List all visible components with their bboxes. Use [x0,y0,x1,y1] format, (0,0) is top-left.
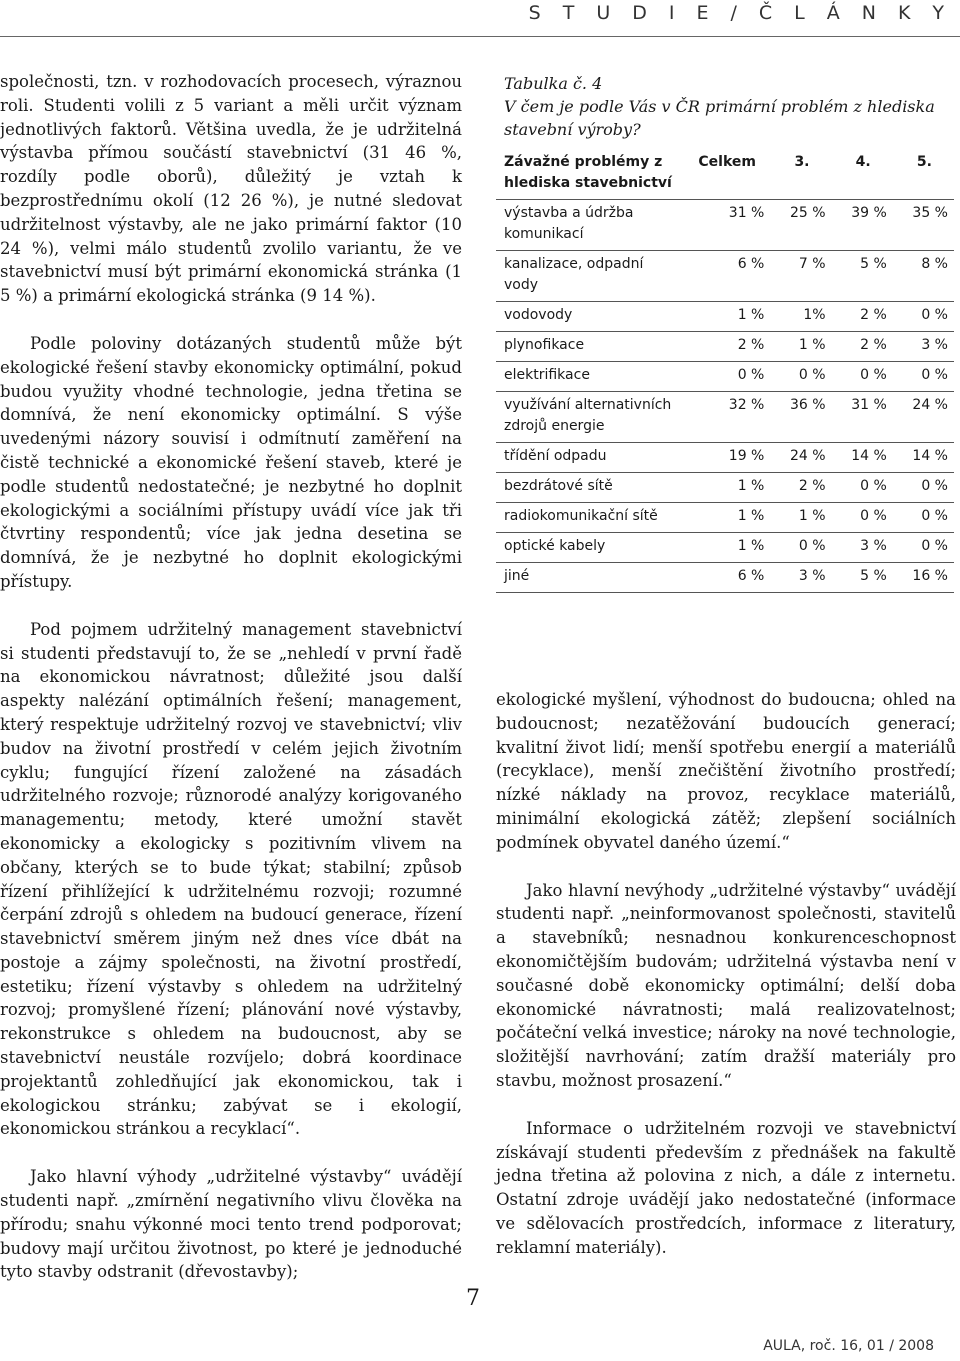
row-value: 0 % [770,362,831,392]
row-value: 3 % [770,563,831,593]
row-value: 1 % [770,332,831,362]
table-row [496,392,954,443]
table-number: Tabulka č. 4 [504,74,603,93]
table-row [496,563,954,593]
row-value: 0 % [893,362,954,392]
survey-table [496,144,954,593]
row-label: elektrifikace [496,362,682,392]
row-value: 0 % [893,473,954,503]
row-label: radiokomunikační sítě [496,503,682,533]
row-value: 1 % [682,533,770,563]
row-value: 31 % [832,392,893,443]
row-value: 8 % [893,251,954,302]
header-rule [0,36,960,37]
row-value: 24 % [893,392,954,443]
row-label: třídění odpadu [496,443,682,473]
row-value: 0 % [893,302,954,332]
table-row [496,302,954,332]
table-row [496,362,954,392]
table-row [496,443,954,473]
row-value: 3 % [832,533,893,563]
paragraph: Jako hlavní výhody „udržitelné výstavby“ uvádějí studenti např. „zmírnění negativního vlivu člověka na přírodu; snahu výkonné moci tento trend podporovat; budovy mají určitou životnost, po které je jednoduché tyto stavby odstranit (dřevostavby); [0,1167,462,1282]
row-value: 0 % [893,503,954,533]
row-value: 19 % [682,443,770,473]
row-value: 32 % [682,392,770,443]
row-value: 35 % [893,200,954,251]
row-value: 0 % [682,362,770,392]
row-value: 0 % [893,533,954,563]
row-value: 31 % [682,200,770,251]
row-value: 7 % [770,251,831,302]
row-label: kanalizace, odpadní vody [496,251,682,302]
row-value: 36 % [770,392,831,443]
row-value: 3 % [893,332,954,362]
row-label: optické kabely [496,533,682,563]
row-label: vodovody [496,302,682,332]
table-question: V čem je podle Vás v ČR primární problém z hlediska stavební výroby? [504,97,935,139]
row-value: 1 % [770,503,831,533]
row-value: 6 % [682,251,770,302]
table-header-row [496,144,954,200]
header-category: Závažné problémy z hlediska stavebnictví [496,144,682,200]
row-value: 25 % [770,200,831,251]
section-header: S T U D I E / Č L Á N K Y [528,2,952,24]
paragraph: Podle poloviny dotázaných studentů může být ekologické řešení stavby ekonomicky optimální, pokud budou využity vhodné technologie, jedna třetina se domnívá, že není ekonomicky optimální. S výše uvedenými názory souvisí i odmítnutí zaměření na čistě technické a ekonomické řešení staveb, které je podle studentů nedostatečné; je nezbytné ho doplnit ekologickými a sociálními přístupy uvádí více jak tři čtvrtiny respondentů; více jak jedna desetina se domnívá, že je nezbytné ho doplnit ekologickými přístupy. [0,333,462,591]
row-value: 0 % [832,503,893,533]
header-year-4: 4. [832,144,893,200]
row-value: 16 % [893,563,954,593]
table-row [496,332,954,362]
row-value: 0 % [832,362,893,392]
paragraph: Informace o udržitelném rozvoji ve stavebnictví získávají studenti především z přednášek na fakultě jedna třetina až polovina z nich, a dále z internetu. Ostatní zdroje uvádějí jako nedostatečné (informace ve sdělovacích prostředcích, informace z literatury, reklamní materiály). [496,1118,956,1257]
row-value: 0 % [832,473,893,503]
left-column [0,70,462,1308]
table-row [496,251,954,302]
row-label: výstavba a údržba komunikací [496,200,682,251]
header-year-3: 3. [770,144,831,200]
row-label: plynofikace [496,332,682,362]
paragraph: Pod pojmem udržitelný management stavebnictví si studenti představují to, že se „nehledí v první řadě na ekonomickou návratnost; důležité jsou další aspekty nalézání optimálních řešení; management, který respektuje udržitelný rozvoj ve stavebnictví; vliv budov na životní prostředí v celém jejich životním cyklu; fungující řízení založené na zásadách udržitelného rozvoje; různorodé analýzy korigovaného managementu; metody, které umožní stavět ekonomicky a ekologicky s pozitivním vlivem na občany, kterých se to bude týkat; stabilní; způsob řízení přihlížející k udržitelnému rozvoji; rozumné čerpání zdrojů s ohledem na budoucí generace, řízení stavebnictví směrem jiným než dnes více dbát na postoje a zájmy společnosti, na životní prostředí, estetiku; řízení výstavby s ohledem na udržitelný rozvoj; promyšlené řízení; plánování nové výstavby, rekonstrukce s ohledem na budoucnost, aby se stavebnictví neustále rozvíjelo; dobrá koordinace projektantů zohledňující jak ekonomickou, tak i ekologickou stránku; zabývat se i ekologií, ekonomickou stránkou a recyklací“. [0,619,462,1139]
row-value: 6 % [682,563,770,593]
row-value: 1 % [682,503,770,533]
paragraph: Jako hlavní nevýhody „udržitelné výstavby“ uvádějí studenti např. „neinformovanost společnosti, stavitelů a stavebníků; nesnadnou konkurenceschopnost ekonomičtějším budovám; udržitelná výstavba není v současné době ekonomicky optimální; delší doba ekonomické návratnosti; malá realizovatelnost; počáteční velká investice; nároky na nové technologie, složitější navrhování; zatím dražší materiály pro stavbu, možnost prosazení.“ [496,880,956,1090]
row-value: 14 % [893,443,954,473]
row-label: využívání alternativních zdrojů energie [496,392,682,443]
paragraph: ekologické myšlení, výhodnost do budoucna; ohled na budoucnost; nezatěžování budoucích generací; kvalitní život lidí; menší spotřebu energií a materiálů (recyklace), menší znečištění životního prostředí; nízké náklady na provoz, recyklace materiálů, minimální ekologická zátěž; zlepšení sociálních podmínek obyvatel daného území.“ [496,690,956,852]
page-number: 7 [466,1286,480,1311]
table-row [496,533,954,563]
table-row [496,200,954,251]
header-total: Celkem [682,144,770,200]
row-value: 2 % [832,332,893,362]
row-value: 24 % [770,443,831,473]
table-row [496,473,954,503]
journal-footer: AULA, roč. 16, 01 / 2008 [763,1338,934,1354]
table-row [496,503,954,533]
table-caption [504,72,954,141]
row-value: 14 % [832,443,893,473]
row-value: 39 % [832,200,893,251]
row-value: 0 % [770,533,831,563]
row-label: bezdrátové sítě [496,473,682,503]
row-value: 5 % [832,563,893,593]
row-value: 1 % [682,473,770,503]
header-year-5: 5. [893,144,954,200]
right-column [496,688,956,1284]
row-value: 5 % [832,251,893,302]
row-label: jiné [496,563,682,593]
paragraph: společnosti, tzn. v rozhodovacích procesech, výraznou roli. Studenti volili z 5 variant a měli určit význam jednotlivých faktorů. Většina uvedla, že je udržitelná výstavba přímou součástí stavebnictví (31 46 %, rozdíly podle oborů), důležitý je vztah k bezprostřednímu okolí (12 26 %), je nutné sledovat udržitelnost výstavby, ale ne jako primární faktor (10 24 %), velmi málo studentů zvolilo variantu, že ve stavebnictví musí být primární ekonomická stránka (1 5 %) a primární ekologická stránka (9 14 %). [0,72,462,306]
row-value: 1 % [682,302,770,332]
row-value: 1% [770,302,831,332]
row-value: 2 % [770,473,831,503]
row-value: 2 % [682,332,770,362]
row-value: 2 % [832,302,893,332]
